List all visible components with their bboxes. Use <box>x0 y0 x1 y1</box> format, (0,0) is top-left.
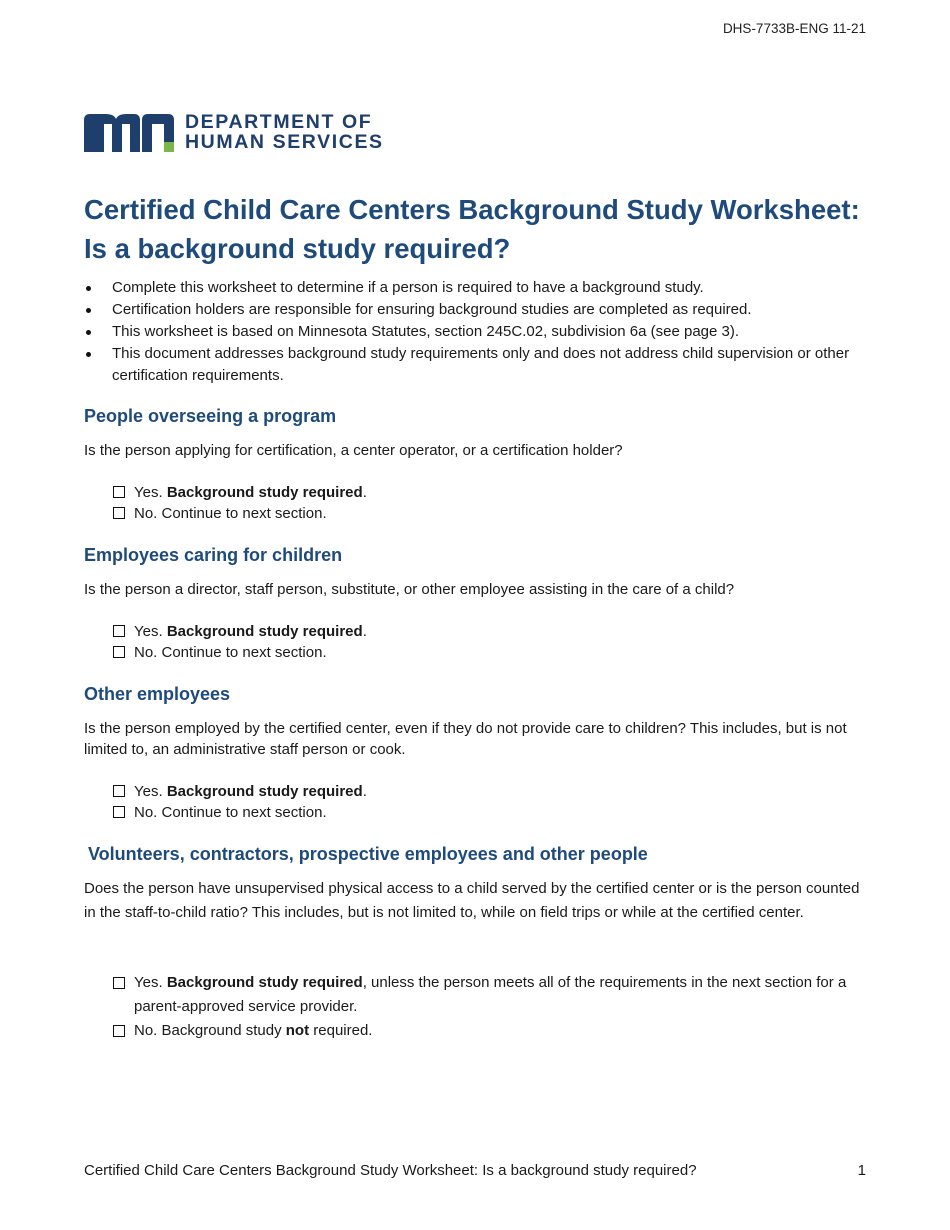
logo-line-1: DEPARTMENT OF <box>185 111 373 133</box>
intro-item <box>84 299 874 321</box>
no-option-other-employees[interactable]: No. Continue to next section. <box>113 802 894 823</box>
dhs-logo <box>84 112 384 152</box>
intro-item <box>84 321 874 343</box>
checkbox-icon[interactable] <box>113 625 125 637</box>
logo-line-2: HUMAN SERVICES <box>185 131 384 153</box>
form-code: DHS-7733B-ENG 11-21 <box>722 21 866 36</box>
intro-text: Complete this worksheet to determine if a person is required to have a background study. <box>112 279 704 296</box>
bullet-icon <box>86 286 91 291</box>
yes-option-volunteers[interactable]: Yes. Background study required, unless the person meets all of the requirements in the next section for a parent-approved service provider. <box>113 971 894 1019</box>
yes-option-employees-caring[interactable]: Yes. Background study required. <box>113 621 894 642</box>
page-title <box>84 190 884 268</box>
intro-text: This worksheet is based on Minnesota Statutes, section 245C.02, subdivision 6a (see page 3). <box>112 323 740 340</box>
section-question-employees-caring: Is the person a director, staff person, substitute, or other employee assisting in the care of a child? <box>84 581 735 598</box>
checkbox-icon[interactable] <box>113 1025 125 1037</box>
no-option-overseeing[interactable]: No. Continue to next section. <box>113 503 894 524</box>
no-option-employees-caring[interactable]: No. Continue to next section. <box>113 642 894 663</box>
checkbox-icon[interactable] <box>113 507 125 519</box>
bullet-icon <box>86 352 91 357</box>
section-question-other-employees: Is the person employed by the certified center, even if they do not provide care to children? This includes, but is not limited to, an administrative staff person or cook. <box>84 720 847 758</box>
section-heading-employees-caring: Employees caring for children <box>84 545 343 565</box>
no-option-volunteers[interactable]: No. Background study not required. <box>113 1019 894 1043</box>
bullet-icon <box>86 330 91 335</box>
title-line-2: Is a background study required? <box>84 233 511 264</box>
checkbox-icon[interactable] <box>113 646 125 658</box>
checkbox-icon[interactable] <box>113 486 125 498</box>
intro-item <box>84 343 874 386</box>
intro-item <box>84 277 874 299</box>
yes-option-overseeing[interactable]: Yes. Background study required. <box>113 482 894 503</box>
checkbox-icon[interactable] <box>113 785 125 797</box>
checkbox-icon[interactable] <box>113 977 125 989</box>
bullet-icon <box>86 308 91 313</box>
page-number: 1 <box>857 1162 866 1179</box>
section-heading-overseeing: People overseeing a program <box>84 406 337 426</box>
intro-text: Certification holders are responsible for ensuring background studies are completed as required. <box>112 301 752 318</box>
section-heading-volunteers: Volunteers, contractors, prospective employees and other people <box>88 844 648 864</box>
title-line-1: Certified Child Care Centers Background Study Worksheet: <box>84 194 860 225</box>
footer-title: Certified Child Care Centers Background Study Worksheet: Is a background study required? <box>84 1162 697 1179</box>
section-question-volunteers: Does the person have unsupervised physical access to a child served by the certified center or is the person counted in the staff-to-child ratio? This includes, but is not limited to, while on field trips or while at the certified center. <box>84 880 860 921</box>
section-question-overseeing: Is the person applying for certification, a center operator, or a certification holder? <box>84 442 623 459</box>
intro-list <box>84 277 874 387</box>
intro-text: This document addresses background study requirements only and does not address child supervision or other certification requirements. <box>112 345 850 384</box>
yes-option-other-employees[interactable]: Yes. Background study required. <box>113 781 894 802</box>
section-heading-other-employees: Other employees <box>84 684 231 704</box>
mn-logo-icon <box>84 112 176 152</box>
checkbox-icon[interactable] <box>113 806 125 818</box>
